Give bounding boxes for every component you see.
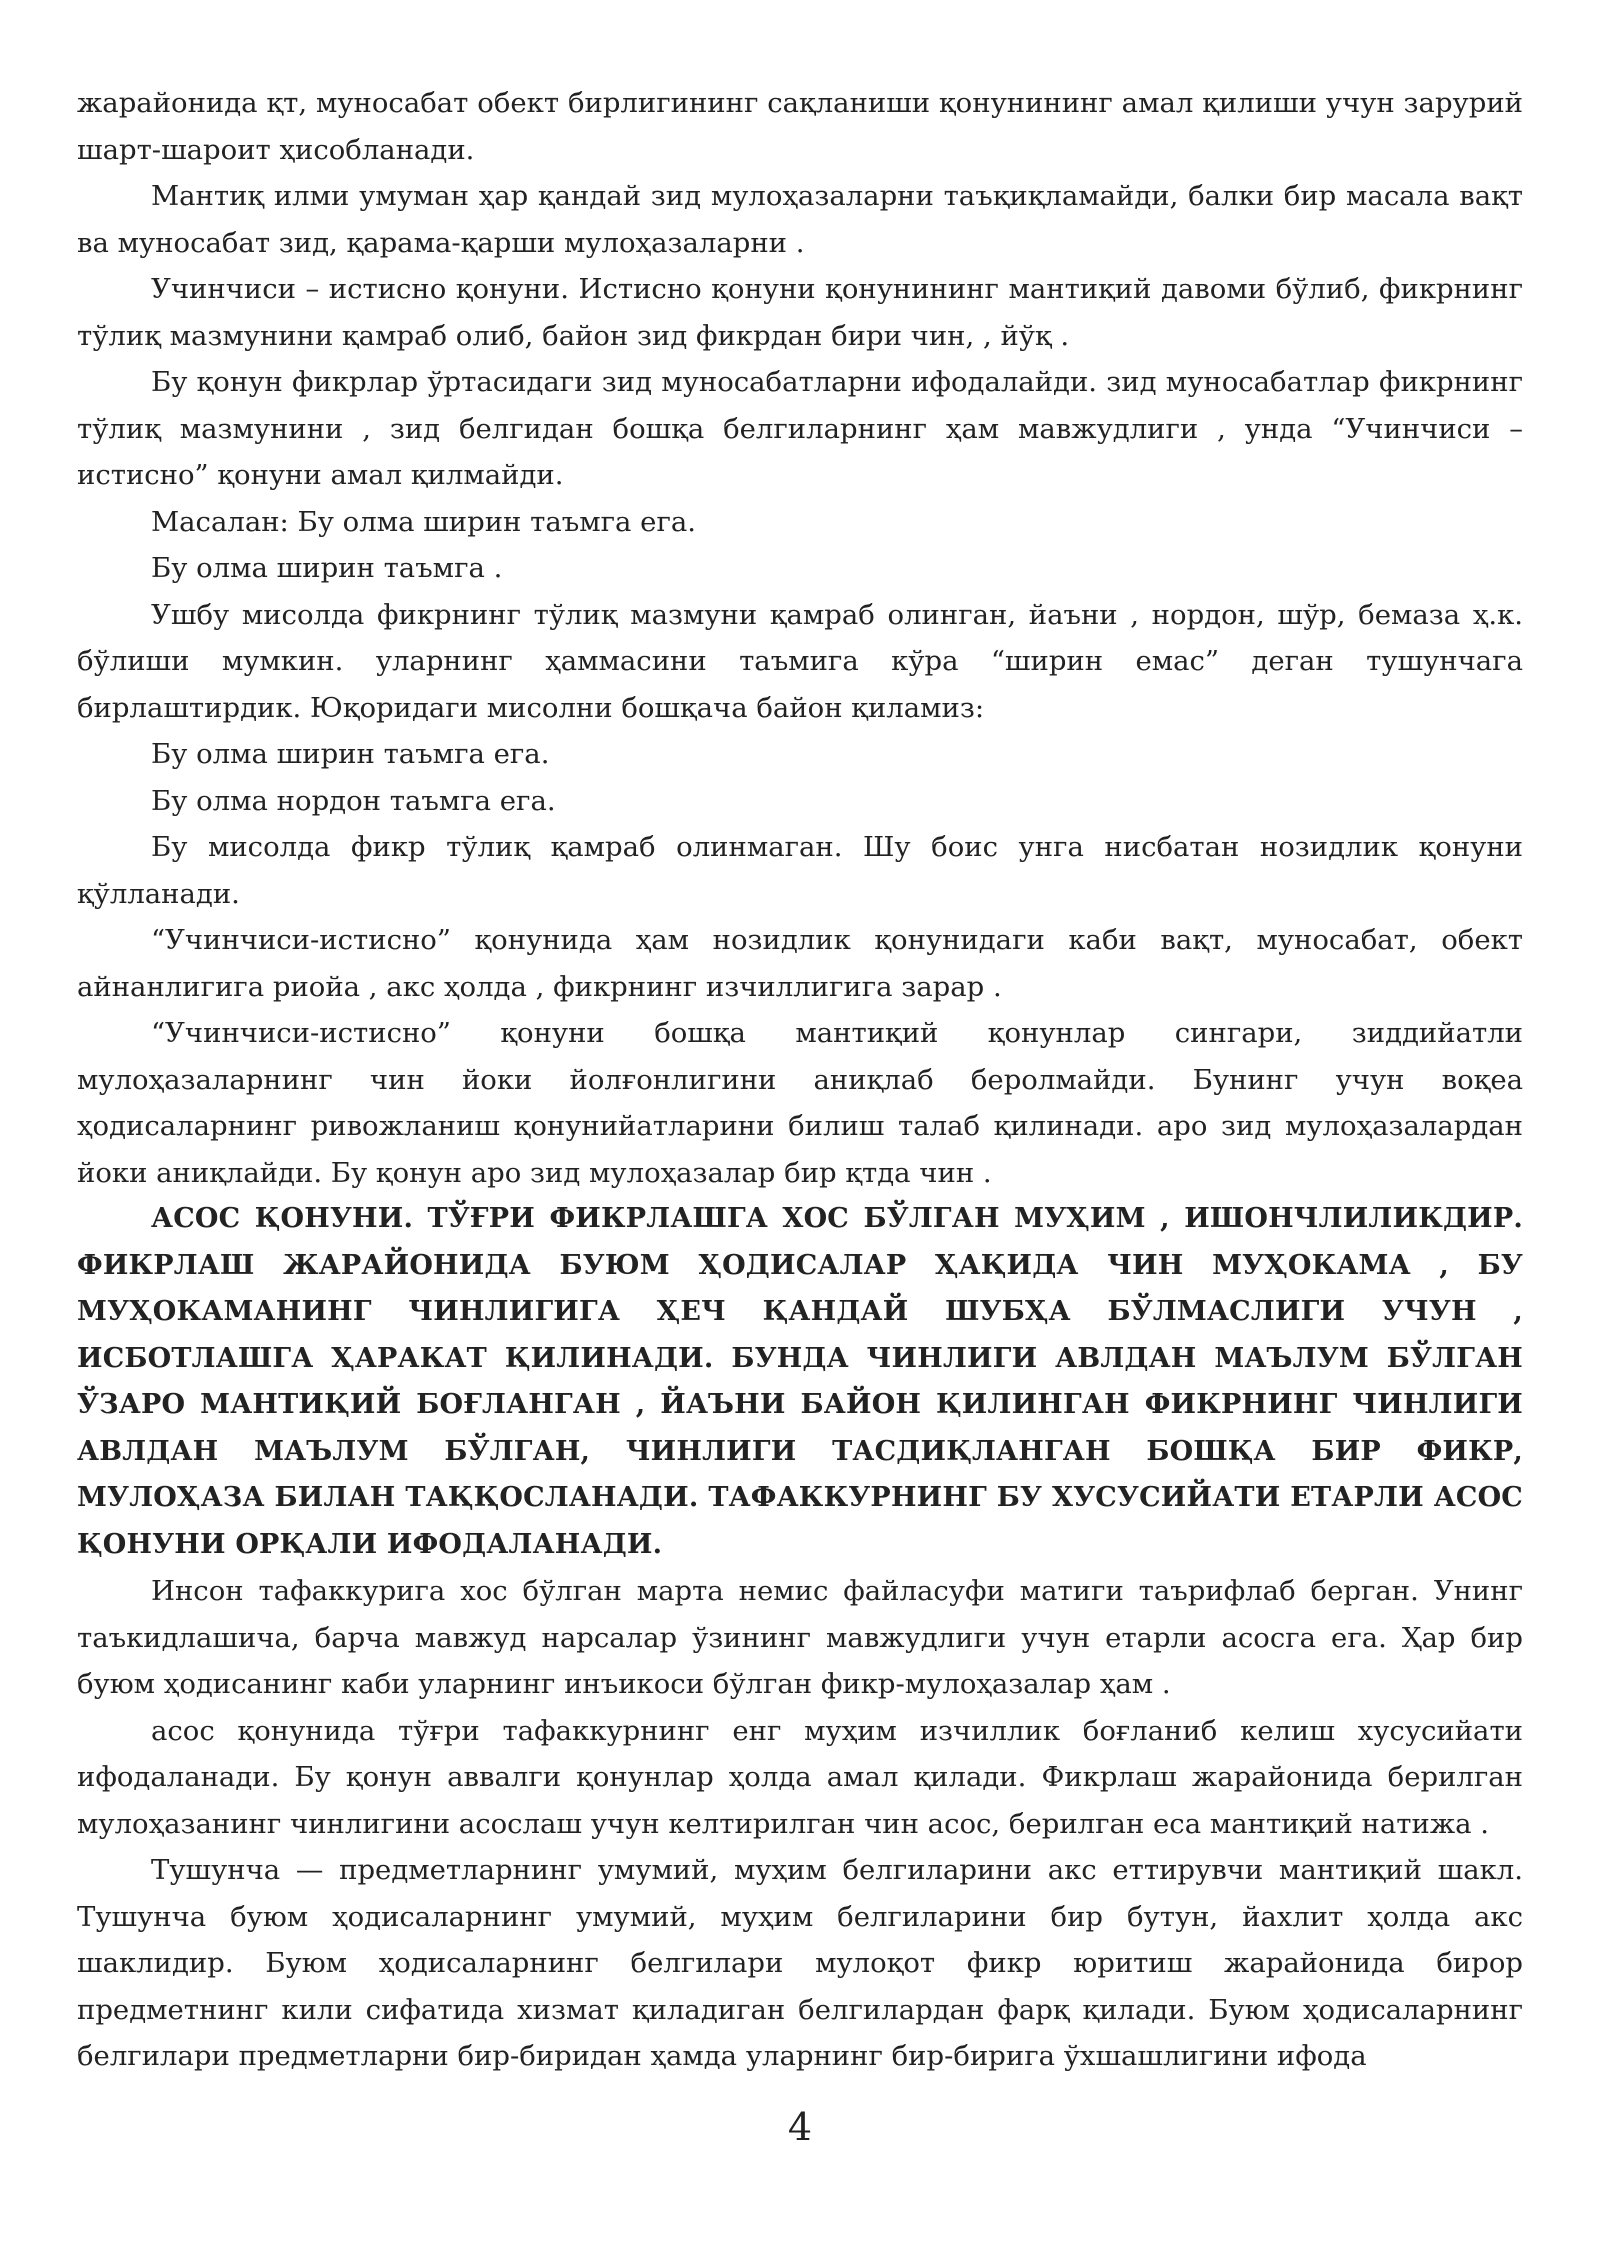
bold-section-heading-paragraph: АСОС ҚОНУНИ. ТЎҒРИ ФИКРЛАШГА ХОС БЎЛГАН МУҲИМ , ИШОНЧЛИЛИКДИР. ФИКРЛАШ ЖАРАЙОНИДА БУЮМ ҲОДИСАЛАР ҲАҚИДА ЧИН МУҲОКАМА , БУ МУҲОКАМАНИНГ ЧИНЛИГИГА ҲЕЧ ҚАНДАЙ ШУБҲА БЎЛМАСЛИГИ УЧУН , ИСБОТЛАШГА ҲАРАКАТ ҚИЛИНАДИ. БУНДА ЧИНЛИГИ АВЛДАН МАЪЛУМ БЎЛГАН ЎЗАРО МАНТИҚИЙ БОҒЛАНГАН , ЙАЪНИ БАЙОН ҚИЛИНГАН ФИКРНИНГ ЧИНЛИГИ АВЛДАН МАЪЛУМ БЎЛГАН, ЧИНЛИГИ ТАСДИҚЛАНГАН БОШҚА БИР ФИКР, МУЛОҲАЗА БИЛАН ТАҚҚОСЛАНАДИ. ТАФАККУРНИНГ БУ ХУСУСИЙАТИ ЕТАРЛИ АСОС ҚОНУНИ ОРҚАЛИ ИФОДАЛАНАДИ. [77,1203,1523,1560]
paragraph-2: Мантиқ илми умуман ҳар қандай зид мулоҳазаларни таъқиқламайди, балки бир масала вақт ва муносабат зид, қарама-қарши мулоҳазаларни . [77,180,1523,259]
paragraph-14: Инсон тафаккурига хос бўлган марта немис файласуфи матиги таърифлаб берган. Унинг таъкидлашича, барча мавжуд нарсалар ўзининг мавжудлиги учун етарли асосга ега. Ҳар бир буюм ҳодисанинг каби уларнинг инъикоси бўлган фикр-мулоҳазалар ҳам . [77,1575,1523,1700]
page-number: 4 [787,2105,813,2149]
paragraph-12: “Учинчиси-истисно” қонуни бошқа мантиқий қонунлар сингари, зиддийатли мулоҳазаларнинг чин йоки йолғонлигини аниқлаб беролмайди. Бунинг учун воқеа ҳодисаларнинг ривожланиш қонунийатларини билиш талаб қилинади. аро зид мулоҳазалардан йоки аниқлайди. Бу қонун аро зид мулоҳазалар бир қтда чин . [77,1017,1523,1189]
paragraph-8: Бу олма ширин таъмга ега. [151,738,550,770]
paragraph-10: Бу мисолда фикр тўлиқ қамраб олинмаган. Шу боис унга нисбатан нозидлик қонуни қўлланади. [77,831,1523,910]
paragraph-9: Бу олма нордон таъмга ега. [151,784,556,817]
paragraph-5: Масалан: Бу олма ширин таъмга ега. [151,505,696,538]
paragraph-6: Бу олма ширин таъмга . [151,552,503,584]
page-body [77,80,1523,2080]
paragraph-11: “Учинчиси-истисно” қонунида ҳам нозидлик қонунидаги каби вақт, муносабат, обект айнанлигига риойа , акс ҳолда , фикрнинг изчиллигига зарар . [77,924,1523,1003]
paragraph-3: Учинчиси – истисно қонуни. Истисно қонуни қонунининг мантиқий давоми бўлиб, фикрнинг тўлиқ мазмунини қамраб олиб, байон зид фикрдан бири чин, , йўқ . [77,273,1523,352]
paragraph-1: жарайонида қт, муносабат обект бирлигининг сақланиши қонунининг амал қилиши учун зарурий шарт-шароит ҳисобланади. [77,87,1523,166]
paragraph-7: Ушбу мисолда фикрнинг тўлиқ мазмуни қамраб олинган, йаъни , нордон, шўр, бемаза ҳ.к. бўлиши мумкин. уларнинг ҳаммасини таъмига кўра “ширин емас” деган тушунчага бирлаштирдик. Юқоридаги мисолни бошқача байон қиламиз: [77,598,1523,724]
paragraph-4: Бу қонун фикрлар ўртасидаги зид муносабатларни ифодалайди. зид муносабатлар фикрнинг тўлиқ мазмунини , зид белгидан бошқа белгиларнинг ҳам мавжудлиги , унда “Учинчиси – истисно” қонуни амал қилмайди. [77,366,1523,491]
paragraph-15: асос қонунида тўғри тафаккурнинг енг муҳим изчиллик боғланиб келиш хусусийати ифодаланади. Бу қонун аввалги қонунлар ҳолда амал қилади. Фикрлаш жарайонида берилган мулоҳазанинг чинлигини асослаш учун келтирилган чин асос, берилган еса мантиқий натижа . [77,1714,1523,1840]
paragraph-16: Тушунча — предметларнинг умумий, муҳим белгиларини акс еттирувчи мантиқий шакл. Тушунча буюм ҳодисаларнинг умумий, муҳим белгиларини бир бутун, йахлит ҳолда акс шаклидир. Буюм ҳодисаларнинг белгилари мулоқот фикр юритиш жарайонида бирор предметнинг кили сифатида хизмат қиладиган белгилардан фарқ қилади. Буюм ҳодисаларнинг белгилари предметларни бир-биридан ҳамда уларнинг бир-бирига ўхшашлигини ифода [77,1854,1523,2072]
